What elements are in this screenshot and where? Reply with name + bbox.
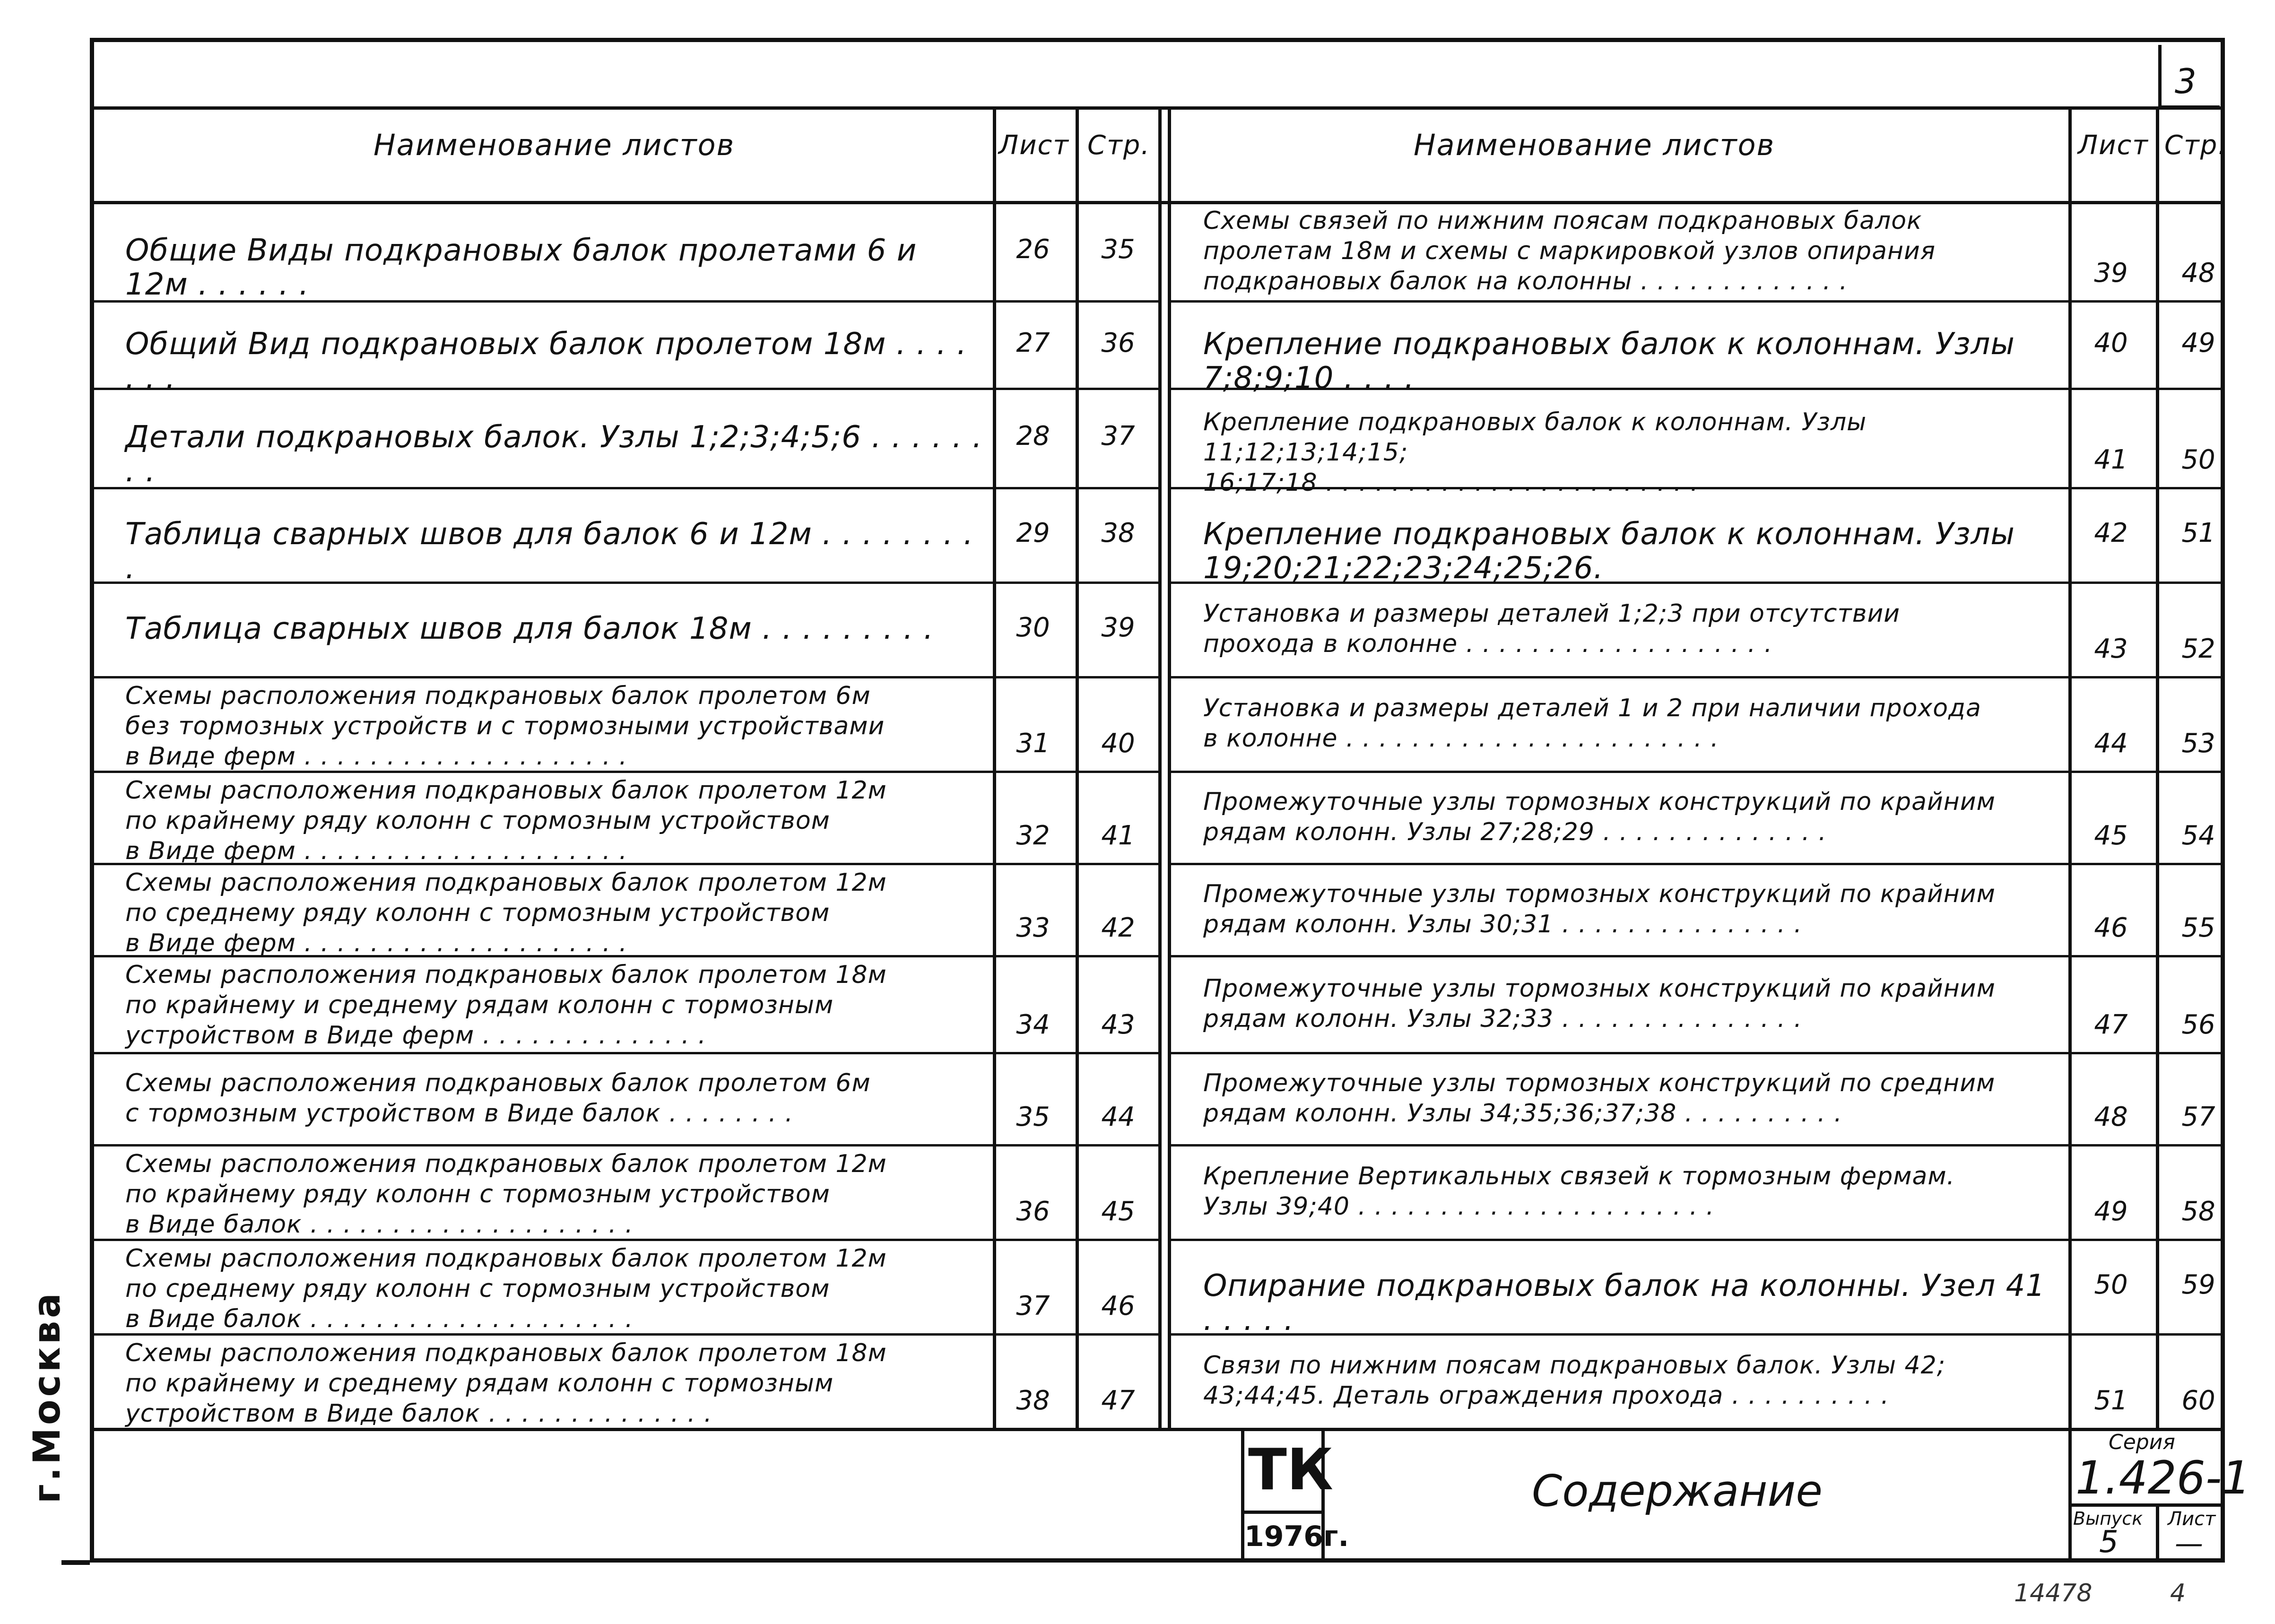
sheet-value: — [2175,1527,2204,1560]
right-row-title: Промежуточные узлы тормозных конструкций по крайним рядам колонн. Узлы 27;28;29 . . . . . . . . . . . . . . [1203,787,1996,846]
left-header-name: Наименование листов [373,128,735,162]
right-row-sheet: 43 [2094,634,2128,664]
left-row-sheet: 27 [1016,327,1050,358]
left-row-title: Общие Виды подкрановых балок пролетами 6 и 12м . . . . . . [125,233,927,302]
right-row-sheet: 44 [2094,728,2128,759]
left-row-separator [90,676,1162,678]
right-header-name: Наименование листов [1414,128,1775,162]
left-row-separator [90,1052,1162,1054]
left-row-title: Схемы расположения подкрановых балок пролетом 12м по среднему ряду колонн с тормозным устройством в Виде ферм . . . . . . . . . . . . . . . . . . . . [125,868,887,957]
left-row-page: 38 [1101,518,1135,548]
right-row-page: 52 [2181,634,2215,664]
right-row-page: 55 [2181,912,2215,943]
right-row-title: Промежуточные узлы тормозных конструкций по крайним рядам колонн. Узлы 32;33 . . . . . . . . . . . . . . . [1203,974,1996,1033]
right-row-title: Промежуточные узлы тормозных конструкций по крайним рядам колонн. Узлы 30;31 . . . . . . . . . . . . . . . [1203,879,1996,938]
right-row-separator [1168,300,2225,303]
right-row-separator [1168,771,2225,773]
left-row-sheet: 33 [1016,912,1050,943]
center-divider-b [1168,106,1171,1428]
left-row-title: Схемы расположения подкрановых балок пролетом 18м по крайнему и среднему рядам колонн с тормозным устройством в Виде ферм . . . . . . . . . . . . . . [125,961,887,1050]
left-row-title: Схемы расположения подкрановых балок пролетом 6м с тормозным устройством в Виде балок . . . . . . . . [125,1068,871,1128]
series-label: Серия [2109,1430,2175,1454]
right-row-page: 59 [2181,1269,2215,1300]
year: 1976г. [1244,1520,1349,1553]
left-row-page: 35 [1101,234,1135,265]
left-row-sheet: 35 [1016,1102,1050,1132]
right-row-separator [1168,1144,2225,1146]
issue-value: 5 [2099,1525,2119,1560]
city-stamp: г.Москва [26,1290,69,1503]
city-stamp-underline [61,1560,90,1565]
left-row-sheet: 34 [1016,1009,1050,1040]
left-row-sheet: 28 [1016,421,1050,452]
left-row-sheet: 32 [1016,820,1050,851]
right-row-sheet: 50 [2094,1269,2128,1300]
right-row-sheet: 42 [2094,518,2128,548]
org-code: ТК [1248,1437,1333,1503]
left-row-title: Схемы расположения подкрановых балок пролетом 12м по крайнему ряду колонн с тормозным устройством в Виде балок . . . . . . . . . . . . . . . . . . . . [125,1150,887,1239]
right-row-sheet: 46 [2094,912,2128,943]
right-row-sheet: 49 [2094,1196,2128,1227]
right-header-sheet: Лист [2078,130,2149,161]
right-row-separator [1168,1052,2225,1054]
right-row-separator [1168,863,2225,865]
right-row-title: Крепление подкрановых балок к колоннам. Узлы 7;8;9;10 . . . . [1203,326,2025,396]
page-number: 3 [2175,61,2197,101]
left-row-title: Таблица сварных швов для балок 18м . . . . . . . . . [125,611,934,646]
right-row-sheet: 45 [2094,820,2128,851]
right-row-sheet: 48 [2094,1102,2128,1132]
series-value: 1.426-1 [2075,1451,2251,1504]
left-row-sheet: 29 [1016,518,1050,548]
right-row-page: 48 [2181,258,2215,288]
left-row-separator [90,1144,1162,1146]
right-col-divider-2 [2156,106,2159,1428]
left-row-sheet: 30 [1016,612,1050,643]
right-row-sheet: 41 [2094,444,2128,475]
titleblock-divider-1 [1241,1428,1244,1563]
footer-page: 4 [2170,1579,2186,1607]
right-row-title: Связи по нижним поясам подкрановых балок. Узлы 42; 43;44;45. Деталь ограждения прохода . . . . . . . . . . [1203,1351,1946,1410]
right-row-title: Крепление подкрановых балок к колоннам. Узлы 11;12;13;14;15; 16;17;18 . . . . . . . . . . . . . . . . . . . . . . . [1203,408,1867,497]
left-header-page: Стр. [1087,130,1151,161]
right-row-page: 60 [2181,1385,2215,1416]
left-col-divider-2 [1076,106,1079,1428]
left-row-page: 42 [1101,912,1135,943]
left-row-title: Схемы расположения подкрановых балок пролетом 12м по среднему ряду колонн с тормозным устройством в Виде балок . . . . . . . . . . . . . . . . . . . . [125,1244,887,1333]
right-row-page: 50 [2181,444,2215,475]
left-row-page: 40 [1101,728,1135,759]
left-row-title: Схемы расположения подкрановых балок пролетом 18м по крайнему и среднему рядам колонн с тормозным устройством в Виде балок . . . . . . . . . . . . . . [125,1339,887,1428]
header-bottom-line [90,201,2225,204]
right-col-divider-1 [2068,106,2072,1428]
document-title: Содержание [1532,1466,1823,1516]
right-row-title: Опирание подкрановых балок на колонны. Узел 41 . . . . . [1203,1268,2056,1337]
left-row-sheet: 38 [1016,1385,1050,1416]
left-row-sheet: 36 [1016,1196,1050,1227]
titleblock-divider-3 [2068,1428,2072,1563]
titleblock-year-line [1241,1511,1321,1514]
left-row-title: Общий Вид подкрановых балок пролетом 18м . . . . . . . [125,326,977,396]
right-row-page: 57 [2181,1102,2215,1132]
left-row-page: 39 [1101,612,1135,643]
right-row-page: 49 [2181,327,2215,358]
right-row-title: Схемы связей по нижним поясам подкрановых балок пролетам 18м и схемы с маркировкой узлов опирания подкрановых балок на колонны . . . . . . . . . . . . . [1203,207,1936,295]
left-row-title: Таблица сварных швов для балок 6 и 12м . . . . . . . . . [125,517,984,586]
left-col-divider-1 [993,106,996,1428]
left-row-sheet: 31 [1016,728,1050,759]
left-row-title: Детали подкрановых балок. Узлы 1;2;3;4;5;6 . . . . . . . . [125,420,993,489]
left-row-page: 44 [1101,1102,1135,1132]
left-row-title: Схемы расположения подкрановых балок пролетом 6м без тормозных устройств и с тормозными устройствами в Виде ферм . . . . . . . . . . . . . . . . . . . . [125,682,885,771]
left-row-sheet: 26 [1016,234,1050,265]
right-row-title: Установка и размеры деталей 1 и 2 при наличии прохода в колонне . . . . . . . . . . . . . . . . . . . . . . . [1203,694,1981,753]
left-header-sheet: Лист [999,130,1069,161]
right-header-page: Стр. [2164,130,2228,161]
right-row-separator [1168,1239,2225,1241]
right-row-title: Крепление подкрановых балок к колоннам. Узлы 19;20;21;22;23;24;25;26. [1203,517,2025,586]
right-row-page: 58 [2181,1196,2215,1227]
left-row-sheet: 37 [1016,1291,1050,1321]
right-row-sheet: 39 [2094,258,2128,288]
right-row-sheet: 51 [2094,1385,2128,1416]
left-row-title: Схемы расположения подкрановых балок пролетом 12м по крайнему ряду колонн с тормозным устройством в Виде ферм . . . . . . . . . . . . . . . . . . . . [125,776,887,865]
center-divider-a [1158,106,1162,1428]
right-row-page: 56 [2181,1009,2215,1040]
issue-label: Выпуск [2073,1508,2143,1529]
sheet-label: Лист [2168,1508,2216,1530]
right-row-page: 54 [2181,820,2215,851]
left-row-page: 37 [1101,421,1135,452]
right-row-title: Промежуточные узлы тормозных конструкций по средним рядам колонн. Узлы 34;35;36;37;38 . . . . . . . . . . [1203,1068,1996,1128]
left-row-page: 41 [1101,820,1135,851]
left-row-page: 36 [1101,327,1135,358]
right-row-page: 53 [2181,728,2215,759]
left-row-page: 45 [1101,1196,1135,1227]
header-top-line [90,106,2225,110]
left-row-page: 43 [1101,1009,1135,1040]
footer-number: 14478 [2014,1579,2093,1607]
right-row-page: 51 [2181,518,2215,548]
right-row-separator [1168,676,2225,678]
titleblock-issue-divider [2156,1503,2159,1563]
left-row-page: 47 [1101,1385,1135,1416]
right-row-separator [1168,955,2225,957]
right-row-sheet: 40 [2094,327,2128,358]
left-row-page: 46 [1101,1291,1135,1321]
right-row-sheet: 47 [2094,1009,2128,1040]
right-row-title: Установка и размеры деталей 1;2;3 при отсутствии прохода в колонне . . . . . . . . . . . . . . . . . . . [1203,599,1901,658]
right-row-title: Крепление Вертикальных связей к тормозным фермам. Узлы 39;40 . . . . . . . . . . . . . . . . . . . . . . [1203,1162,1955,1221]
